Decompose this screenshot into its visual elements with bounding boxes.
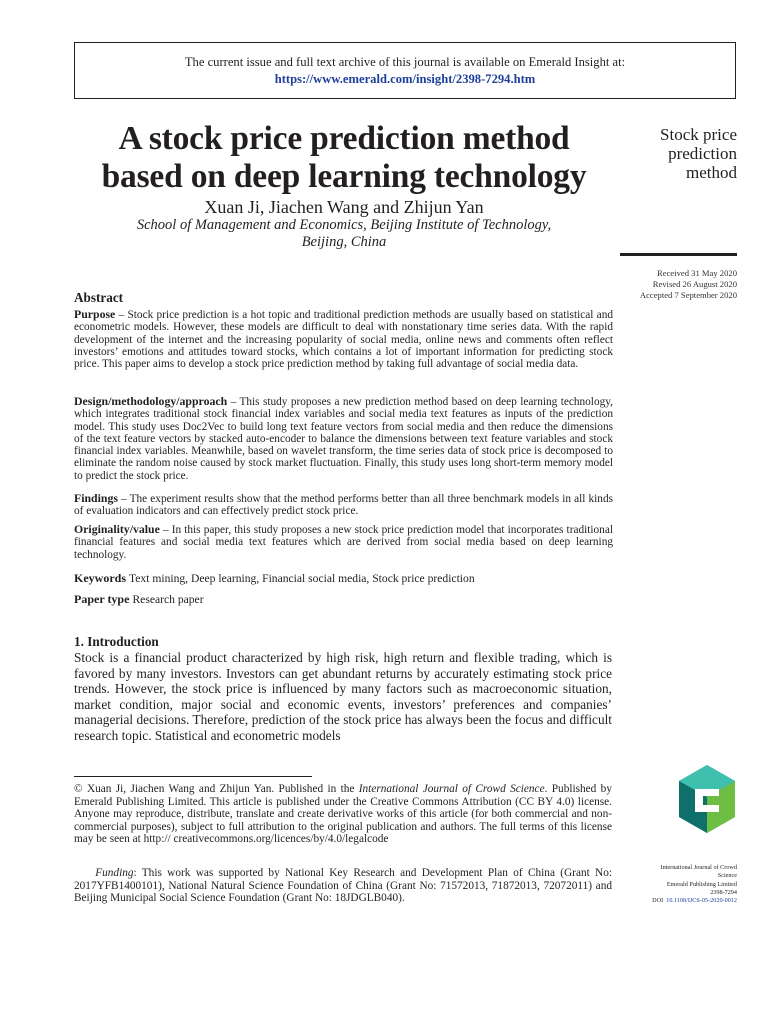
journal-name-line-1: International Journal of Crowd <box>660 864 737 871</box>
keywords-text: Text mining, Deep learning, Financial social media, Stock price prediction <box>129 572 475 585</box>
abstract-findings <box>74 492 613 518</box>
originality-label: Originality/value <box>74 522 160 536</box>
authors: Xuan Ji, Jiachen Wang and Zhijun Yan <box>204 197 484 217</box>
accepted-date: Accepted 7 September 2020 <box>639 290 737 301</box>
paper-title: A stock price prediction method based on deep learning technology <box>101 120 587 195</box>
doi-label: DOI <box>652 897 664 905</box>
affiliation <box>74 217 614 251</box>
license-prefix: © Xuan Ji, Jiachen Wang and Zhijun Yan. Published in the <box>74 783 359 795</box>
paper-type <box>74 592 613 607</box>
paper-type-text: Research paper <box>132 593 204 606</box>
received-date: Received 31 May 2020 <box>657 268 737 278</box>
submission-dates <box>600 268 737 302</box>
design-label: Design/methodology/approach <box>74 394 228 408</box>
footnote-rule <box>74 776 312 777</box>
doi-link[interactable]: 10.1108/IJCS-05-2020-0012 <box>666 897 737 905</box>
keywords-label: Keywords <box>74 571 126 585</box>
purpose-text: – Stock price prediction is a hot topic and traditional prediction methods are usually based on statistical and econometric models. However, these models are difficult to deal with nonstationary time series data. With the rapid development of the internet and the increasing popularity of social media, online news and comments often reflect investors’ emotions and attitudes toward stocks, which contains a lot of important information for predicting stock price. This paper aims to develop a stock price prediction method by taking full advantage of social media data. <box>74 309 613 371</box>
journal-url-link[interactable]: https://www.emerald.com/insight/2398-7294.htm <box>274 72 536 86</box>
originality-text: – In this paper, this study proposes a new stock price prediction model that incorporates traditional financial features and social media text features which are derived from social media based on deep learning technology. <box>74 524 613 561</box>
funding-footnote <box>74 867 612 905</box>
running-head-line: Stock price <box>660 125 737 144</box>
journal-name-line-2: Science <box>717 872 737 880</box>
journal-info <box>600 864 737 905</box>
abstract-purpose <box>74 308 613 370</box>
introduction-heading: 1. Introduction <box>74 634 159 649</box>
affiliation-line-1: School of Management and Economics, Beijing Institute of Technology, <box>136 217 552 233</box>
running-head-line: method <box>686 163 737 183</box>
paper-type-label: Paper type <box>74 592 130 606</box>
introduction-text: Stock is a financial product characterized by high risk, high return and flexible trading, which is favored by many investors. Investors can get abundant returns by accurately estimating stock price trends. However, the stock price is influenced by many factors such as macroeconomic situation, market condition, major social and economic events, investors’ preferences and companies’ managerial decisions. Therefore, prediction of the stock price has always been the focus and difficult research topic. Statistical and econometric models <box>74 650 612 743</box>
abstract-originality <box>74 523 613 561</box>
funding-label: Funding <box>95 867 134 879</box>
design-text: – This study proposes a new prediction method based on deep learning technology, which integrates traditional stock financial index variables and social media text features as inputs of the prediction model. This study uses Doc2Vec to build long text feature vectors from social media and then reduce the dimensions of the text feature vectors by stacked auto-encoder to balance the dimensions between text feature variables and stock financial index variables. Meanwhile, based on wavelet transform, the time series data of stock price is decomposed to eliminate the random noise caused by stock market fluctuation. Finally, this study uses long short-term memory model to predict the stock price. <box>74 396 613 482</box>
publisher: Emerald Publishing Limited <box>666 880 737 888</box>
abstract-design <box>74 395 613 482</box>
journal-notice-box <box>74 42 736 99</box>
license-journal: International Journal of Crowd Science <box>358 783 545 795</box>
running-head-rule <box>620 253 737 256</box>
keywords <box>74 571 613 586</box>
doi <box>600 897 737 905</box>
running-head <box>600 125 737 183</box>
findings-text: – The experiment results show that the method performs better than all three benchmark models in all kinds of evaluation indicators and can effectively predict stock price. <box>74 493 613 518</box>
running-head-line: prediction <box>668 144 737 164</box>
notice-text: The current issue and full text archive of this journal is available on Emerald Insight at: <box>184 55 626 69</box>
issn: 2398-7294 <box>710 888 737 896</box>
funding-text: : This work was supported by National Key Research and Development Plan of China (Grant No: 2017YFB1400101), National Natural Science Foundation of China (Grant No: 71572013, 71872013, 72072011) and Beijing Municipal Social Science Foundation (Grant No: 18JDGLB040). <box>74 867 612 904</box>
emerald-logo-icon <box>677 763 737 835</box>
license-footnote <box>74 783 612 846</box>
purpose-label: Purpose <box>74 307 116 321</box>
revised-date: Revised 26 August 2020 <box>652 279 737 290</box>
findings-label: Findings <box>74 491 118 505</box>
license-rest: . Published by Emerald Publishing Limited. This article is published under the Creative Commons Attribution (CC BY 4.0) license. Anyone may reproduce, distribute, translate and create derivative works of this article (for both commercial and non-commercial purposes), subject to full attribution to the original publication and authors. The full terms of this license may be seen at http:// creativecommons.org/licences/by/4.0/legalcode <box>74 783 612 845</box>
affiliation-line-2: Beijing, China <box>301 234 387 250</box>
abstract-heading: Abstract <box>74 290 124 305</box>
